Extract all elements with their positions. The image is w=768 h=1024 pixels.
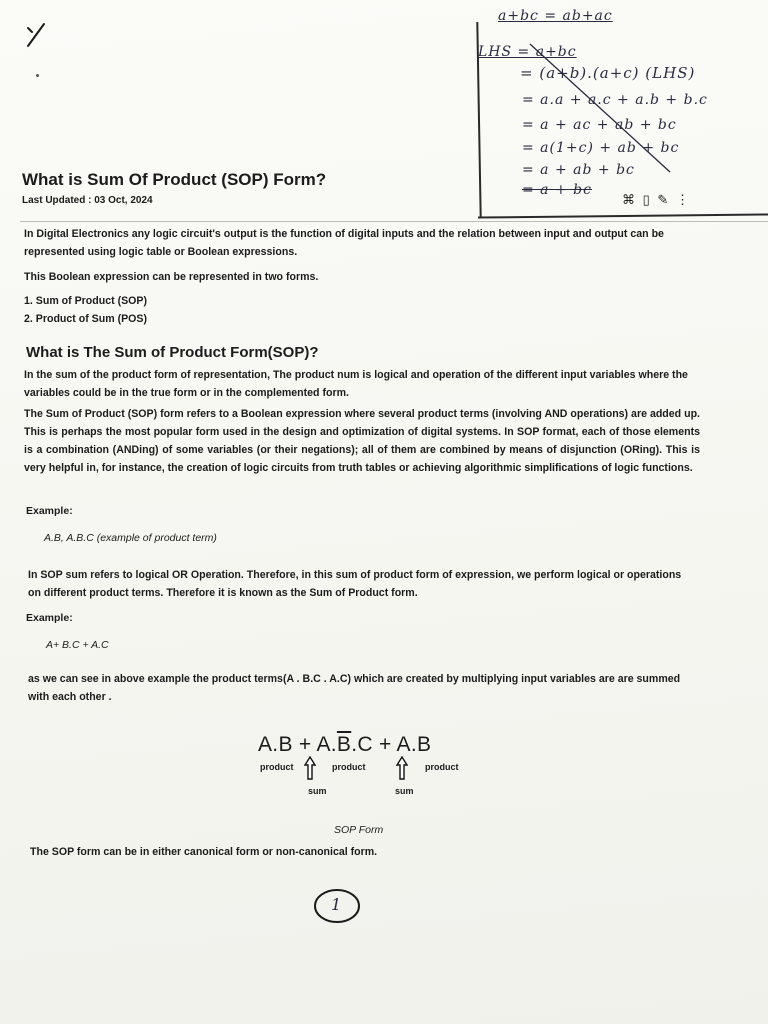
example-label-1: Example: [26, 505, 73, 517]
strike-through-diagonal [520, 40, 680, 180]
term-2-c: .C [351, 733, 373, 756]
term-2 [316, 733, 372, 756]
example-product-terms: A.B, A.B.C (example of product term) [44, 532, 217, 544]
note-line-1: a+bc = ab+ac [498, 8, 613, 24]
pen-dot [36, 74, 39, 77]
term-2-b-complement: $\overline{B}$ [336, 733, 352, 756]
article-title: What is Sum Of Product (SOP) Form? [22, 170, 327, 189]
notes-border-bottom [478, 213, 768, 218]
figure-caption: SOP Form [334, 824, 384, 836]
forms-intro: This Boolean expression can be represented in two forms. [24, 271, 319, 283]
more-options-icon[interactable]: ⋮ [675, 192, 691, 207]
plus-2: + [378, 733, 392, 756]
up-arrow-icon [304, 756, 316, 780]
share-icon[interactable]: ⌘ [622, 192, 637, 207]
product-label-2: product [332, 762, 366, 772]
note-line-4: = a.a + a.c + a.b + b.c [522, 92, 708, 108]
page-number-text: 1 [331, 895, 342, 914]
up-arrow-icon [396, 756, 408, 780]
section-paragraph-1: In the sum of the product form of representation, The product num is logical and operation of the different input variables where the variables could be in the true form or in the complemented form. [24, 369, 688, 399]
note-line-6: = a(1+c) + ab + bc [522, 140, 680, 156]
sum-label-1: sum [308, 786, 327, 796]
bookmark-icon[interactable]: ▯ [642, 192, 652, 207]
note-line-8: = a + bc [522, 182, 592, 198]
product-label-3: product [425, 762, 459, 772]
sop-explanation: In SOP sum refers to logical OR Operation. Therefore, in this sum of product form of expression, we perform logical or operations on different product terms. Therefore it is known as the Sum of Product form. [28, 569, 682, 599]
page-toolbar-icons[interactable] [622, 192, 691, 208]
summed-note: as we can see in above example the product terms(A . B.C . A.C) which are created by multiplying input variables are are summed with each other . [28, 673, 681, 703]
form-item-pos: 2. Product of Sum (POS) [24, 313, 148, 325]
closing-sentence: The SOP form can be in either canonical form or non-canonical form. [30, 846, 378, 858]
form-item-sop: 1. Sum of Product (SOP) [24, 295, 148, 307]
term-3: A.B [396, 733, 432, 756]
handwritten-page-number [312, 886, 362, 926]
note-line-5: = a + ac + ab + bc [522, 117, 677, 133]
term-2-a: A. [316, 733, 337, 756]
note-line-7: = a + ab + bc [522, 162, 635, 178]
section-paragraph-2: The Sum of Product (SOP) form refers to a Boolean expression where several product terms (involving AND operations) are added up. This is perhaps the most popular form used in the design and optimization of digital systems. In SOP format, each of those elements is a combination (ANDing) of some variables (or their negations); all of them are combined by means of disjunction (ORing). This is very helpful in, for instance, the creation of logic circuits from truth tables or achieving algorithmic simplifications of logic functions. [24, 408, 700, 474]
example-label-2: Example: [26, 612, 73, 624]
sum-label-2: sum [395, 786, 414, 796]
term-1: A.B [258, 733, 293, 756]
edit-icon[interactable]: ✎ [657, 192, 671, 207]
note-line-3: = (a+b).(a+c) (LHS) [520, 64, 696, 82]
pen-stroke-mark [26, 20, 50, 50]
last-updated: Last Updated : 03 Oct, 2024 [22, 195, 153, 206]
example-sop-expression: A+ B.C + A.C [46, 639, 109, 651]
header-divider [20, 221, 768, 222]
plus-1: + [298, 733, 312, 756]
sop-expression [258, 733, 431, 757]
product-label-1: product [260, 762, 294, 772]
sop-diagram [250, 728, 510, 808]
note-line-2: LHS = a+bc [478, 44, 577, 60]
intro-paragraph: In Digital Electronics any logic circuit's output is the function of digital inputs and the relation between input and output can be represented using logic table or Boolean expressions. [24, 228, 664, 258]
section-heading: What is The Sum of Product Form(SOP)? [26, 344, 319, 361]
